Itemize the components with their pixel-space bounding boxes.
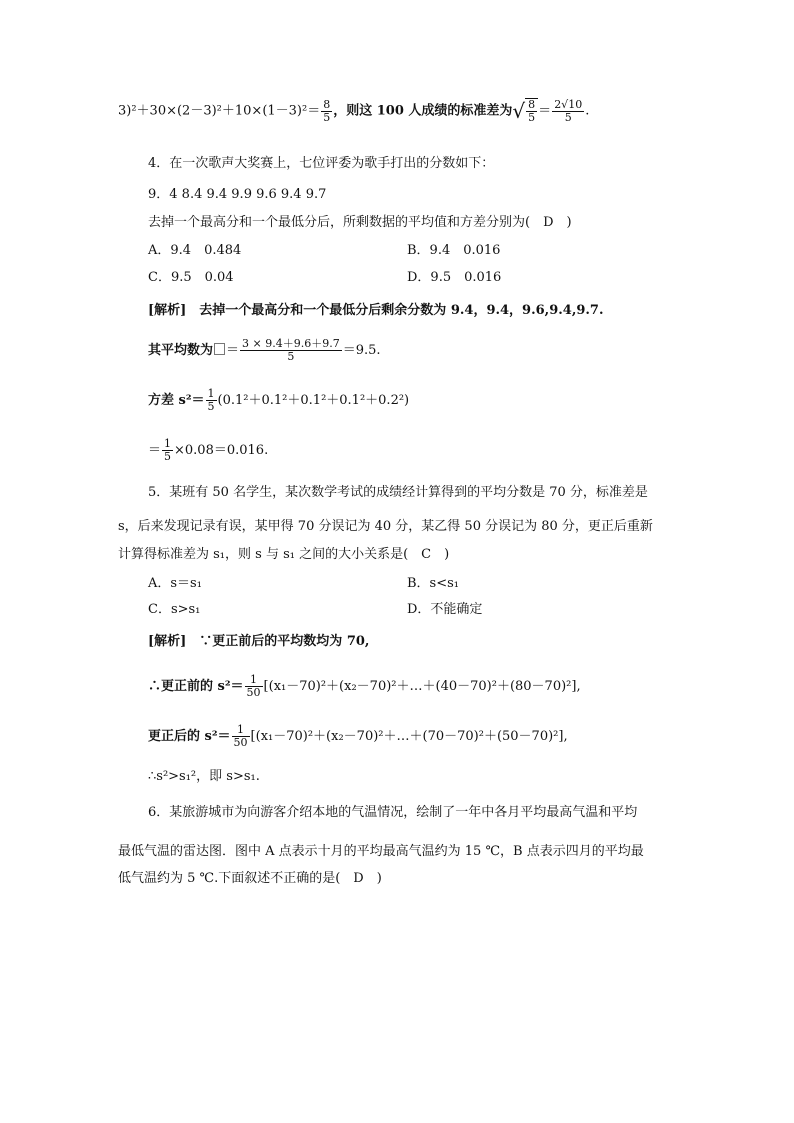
q5-after-line: 更正后的 s²＝ $\frac{1}{50}$ [(x₁－70)²＋(x₂－70)²＋…＋(70－70)²＋(50－70)²], [148, 723, 568, 749]
q4-option-d: D．9.5 0.016 [407, 270, 502, 285]
std-dev-conclusion-line: 3)²＋30×(2－3)²＋10×(1－3)²＝ $\frac{8}{5}$ ，则这 100 人成绩的标准差为√ $\frac{8}{5}$ ＝ $\frac{2√10}{5}$ . [118, 97, 590, 124]
q5-option-b: B．s<s₁ [407, 576, 460, 591]
q6-line-3: 低气温约为 5 ℃.下面叙述不正确的是( D ) [118, 871, 382, 886]
q4-stem: 4．在一次歌声大奖赛上，七位评委为歌手打出的分数如下： [148, 156, 495, 171]
q4-analysis: [解析] 去掉一个最高分和一个最低分后剩余分数为 9.4，9.4，9.6,9.4,9.7. [148, 303, 604, 318]
q5-before-line: ∴更正前的 s²＝ $\frac{1}{50}$ [(x₁－70)²＋(x₂－70)²＋…＋(40－70)²＋(80－70)²], [148, 673, 581, 699]
q5-conclusion: ∴s²>s₁²，即 s>s₁. [148, 769, 260, 784]
q5-option-a: A．s＝s₁ [148, 576, 202, 591]
variance-expression: 3)²＋30×(2－3)²＋10×(1－3)²＝ [118, 103, 321, 119]
q4-question: 去掉一个最高分和一个最低分后，所剩数据的平均值和方差分别为( D ) [148, 215, 572, 230]
mean-fraction: $\frac{3 \times 9.4+9.6+9.7}{5}$ [242, 337, 340, 363]
q5-line-2: s，后来发现记录有误，某甲得 70 分误记为 40 分，某乙得 50 分误记为 80 分，更正后重新 [118, 519, 653, 534]
q5-line-3: 计算得标准差为 s₁，则 s 与 s₁ 之间的大小关系是( C ) [118, 547, 450, 562]
q5-option-c: C．s>s₁ [148, 602, 201, 617]
fraction-8-5: $\frac{8}{5}$ [323, 97, 331, 124]
q5-analysis: [解析] ∵更正前后的平均数均为 70, [148, 634, 370, 649]
q6-line-2: 最低气温的雷达图．图中 A 点表示十月的平均最高气温约为 15 ℃，B 点表示四月的平均最 [118, 844, 644, 859]
std-dev-text: ，则这 100 人成绩的标准差为 [333, 103, 513, 119]
sqrt-8-5: √ $\frac{8}{5}$ [512, 98, 538, 124]
q6-line-1: 6．某旅游城市为向游客介绍本地的气温情况，绘制了一年中各月平均最高气温和平均 [148, 805, 638, 820]
q4-mean-line: 其平均数为 ＝ $\frac{3 \times 9.4+9.6+9.7}{5}$ ＝9.5. [148, 337, 381, 363]
q4-variance-line: 方差 s²＝ $\frac{1}{5}$ (0.1²＋0.1²＋0.1²＋0.1²＋0.2²) [148, 387, 410, 413]
q5-option-d: D．不能确定 [407, 602, 483, 617]
q4-option-b: B．9.4 0.016 [407, 243, 501, 258]
q4-variance-result: ＝ $\frac{1}{5}$ ×0.08＝0.016. [148, 437, 269, 463]
fraction-result: $\frac{2√10}{5}$ [554, 97, 583, 124]
q4-option-a: A．9.4 0.484 [148, 243, 242, 258]
q4-option-c: C．9.5 0.04 [148, 270, 234, 285]
q5-line-1: 5．某班有 50 名学生，某次数学考试的成绩经计算得到的平均分数是 70 分，标准差是 [148, 485, 648, 500]
placeholder-box-icon [214, 343, 225, 355]
q4-scores: 9．4 8.4 9.4 9.9 9.6 9.4 9.7 [148, 187, 327, 202]
